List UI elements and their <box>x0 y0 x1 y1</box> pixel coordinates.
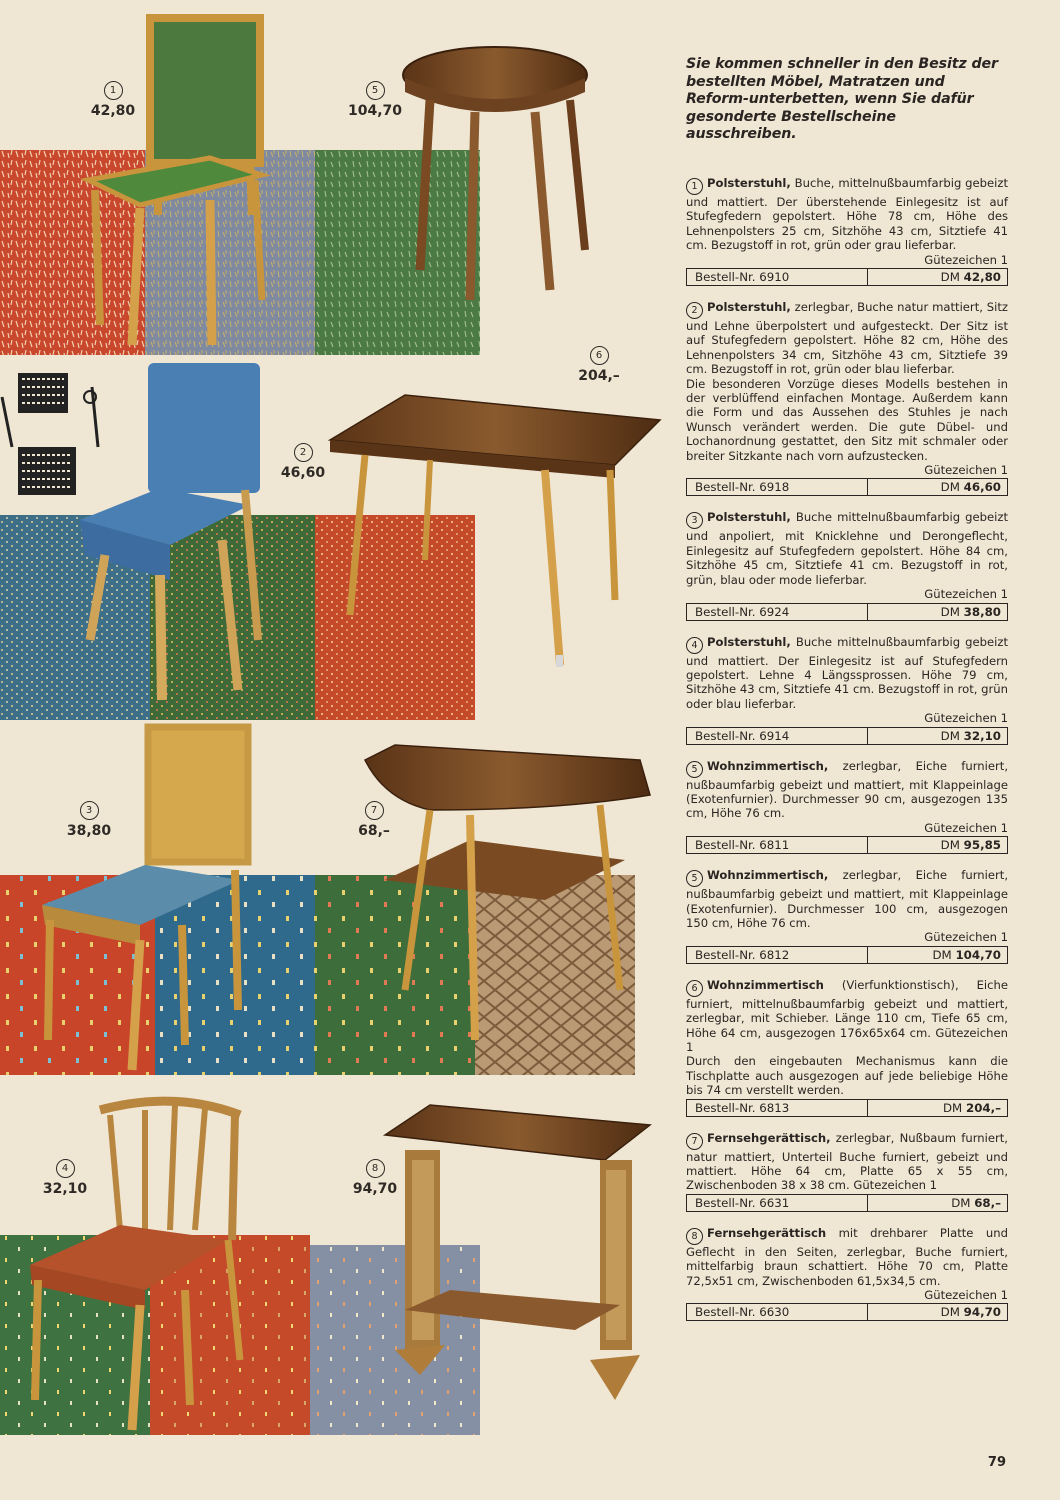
item-entry <box>686 759 1008 855</box>
order-box <box>686 268 1008 286</box>
order-box <box>686 1099 1008 1117</box>
order-price: DM 104,70 <box>932 947 1001 962</box>
order-price: DM 46,60 <box>940 480 1001 495</box>
quality-mark: Gütezeichen 1 <box>924 252 1008 267</box>
item-description: mit drehbarer Platte und Geflecht in den Seiten, zerlegbar, Buche furniert, mittelfarbig braun schattiert. Höhe 70 cm, Platte 72,5x51 cm, Zwischenboden 61,5x34,5 cm. <box>686 1225 1008 1288</box>
item-number: 4 <box>686 637 703 654</box>
quality-mark: Gütezeichen 1 <box>853 1178 938 1193</box>
order-box <box>686 836 1008 854</box>
item-entry <box>686 978 1008 1117</box>
order-number: Bestell-Nr. 6630 <box>687 1304 868 1320</box>
item-entry <box>686 1226 1008 1322</box>
price-tag-7: 7 68,– <box>354 801 394 839</box>
price-tag-3: 3 38,80 <box>64 801 114 839</box>
item-description: (Vierfunktionstisch), Eiche furniert, mittelnußbaumfarbig gebeizt und mattiert, zerlegbar, mit Schieber. Länge 110 cm, Tiefe 65 cm, Höhe 64 cm, ausgezogen 176x65x64 cm. Gütezeichen 1 <box>686 977 1008 1054</box>
order-number: Bestell-Nr. 6813 <box>687 1100 868 1116</box>
quality-mark: Gütezeichen 1 <box>924 463 1008 478</box>
order-number: Bestell-Nr. 6812 <box>687 947 868 963</box>
quality-mark: Gütezeichen 1 <box>924 587 1008 602</box>
order-price: DM 204,– <box>942 1100 1001 1115</box>
item-entry <box>686 300 1008 496</box>
order-box <box>686 946 1008 964</box>
intro-text: Sie kommen schneller in den Besitz der bestellten Möbel, Matratzen und Reform-unterbetten, wenn Sie dafür gesonderte Bestellscheine ausschreiben. <box>686 56 998 143</box>
item-entry <box>686 1131 1008 1212</box>
price-tag-5: 5 104,70 <box>345 81 405 119</box>
item-name: Fernsehgerättisch <box>707 1225 827 1240</box>
order-number: Bestell-Nr. 6924 <box>687 604 868 620</box>
item-name: Wohnzimmertisch, <box>707 868 829 883</box>
item-entry <box>686 176 1008 286</box>
item-number: 6 <box>686 980 703 997</box>
item-description: Buche mittelnußbaumfarbig gebeizt und anpoliert, mit Knicklehne und Derongeflecht, Einlegesitz auf Stufegfedern gepolstert. Höhe 84 cm, Sitzhöhe 45 cm, Sitztiefe 41 cm. Bezugstoff in rot, grün, blau oder mode lieferbar. <box>686 510 1008 587</box>
price-tag-1: 1 42,80 <box>88 81 138 119</box>
order-box <box>686 1303 1008 1321</box>
item-entry <box>686 635 1008 745</box>
order-price: DM 38,80 <box>940 604 1001 619</box>
item-description-extra: Durch den eingebauten Mechanismus kann die Tischplatte auch ausgezogen auf jede beliebige Höhe bis 74 cm verstellt werden. <box>686 1054 1008 1098</box>
price-tag-6: 6 204,– <box>574 346 624 384</box>
order-box <box>686 727 1008 745</box>
item-description: zerlegbar, Nußbaum furniert, natur mattiert, Unterteil Buche furniert, gebeizt und mattiert. Höhe 64 cm, Platte 65 x 55 cm, Zwischenboden 38 x 38 cm. <box>686 1130 1008 1193</box>
quality-mark: Gütezeichen 1 <box>924 711 1008 726</box>
order-number: Bestell-Nr. 6631 <box>687 1195 868 1211</box>
item-name: Wohnzimmertisch <box>707 977 824 992</box>
order-price: DM 95,85 <box>940 838 1001 853</box>
price-tag-4: 4 32,10 <box>40 1159 90 1197</box>
quality-mark: Gütezeichen 1 <box>924 930 1008 945</box>
item-name: Polsterstuhl, <box>707 300 791 314</box>
assembly-diagram <box>0 367 102 509</box>
page-number: 79 <box>987 1455 1006 1470</box>
order-number: Bestell-Nr. 6918 <box>687 479 868 495</box>
item-number: 5 <box>686 870 703 887</box>
quality-mark: Gütezeichen 1 <box>924 1288 1008 1303</box>
order-box <box>686 478 1008 496</box>
quality-mark: Gütezeichen 1 <box>924 820 1008 835</box>
order-price: DM 94,70 <box>940 1305 1001 1320</box>
order-number: Bestell-Nr. 6914 <box>687 728 868 744</box>
item-name: Wohnzimmertisch, <box>707 758 829 773</box>
item-name: Polsterstuhl, <box>707 510 791 525</box>
item-name: Polsterstuhl, <box>707 634 791 649</box>
order-price: DM 42,80 <box>940 270 1001 284</box>
item-description: Buche mittelnußbaumfarbig gebeizt und mattiert. Der Einlegesitz ist auf Stufegfedern gepolstert. Lehne 4 Längssprossen. Höhe 79 cm, Sitzhöhe 43 cm, Sitztiefe 41 cm. Bezugstoff in rot, grün oder blau lieferbar. <box>686 634 1008 711</box>
item-name: Polsterstuhl, <box>707 175 791 190</box>
price-tag-8: 8 94,70 <box>350 1159 400 1197</box>
order-price: DM 68,– <box>951 1195 1001 1210</box>
item-entry <box>686 510 1008 620</box>
item-number: 5 <box>686 761 703 778</box>
item-description: Buche, mittelnußbaumfarbig gebeizt und mattiert. Der überstehende Einlegesitz ist auf Stufegfedern gepolstert. Höhe 78 cm, Höhe des Lehnenpolsters 25 cm, Sitzhöhe 43 cm, Sitztiefe 41 cm. Bezugstoff in rot, grün oder grau lieferbar. <box>686 175 1008 253</box>
item-name: Fernsehgerättisch, <box>707 1130 831 1145</box>
item-number: 1 <box>686 178 703 195</box>
item-number: 7 <box>686 1133 703 1150</box>
order-box <box>686 603 1008 621</box>
item-entry <box>686 868 1008 964</box>
item-description: zerlegbar, Buche natur mattiert, Sitz und Lehne überpolstert und aufgesteckt. Der Sitz ist auf Stufegfedern gepolstert. Höhe 82 cm, Höhe des Lehnenpolsters 34 cm, Sitzhöhe 43 cm, Sitztiefe 39 cm. Bezugstoff in rot, grün oder blau lieferbar. <box>686 300 1008 377</box>
item-description-extra: Die besonderen Vorzüge dieses Modells bestehen in der verblüffend einfachen Montage. Außerdem kann die Form und das Aussehen des Stuhles je nach Wunsch verändert werden. Die gute Dübel- und Lochanordnung gestattet, den Sitz mit schmaler oder breiter Sitzkante nach vorn aufzustecken. <box>686 376 1008 463</box>
order-box <box>686 1194 1008 1212</box>
order-price: DM 32,10 <box>940 728 1001 743</box>
order-number: Bestell-Nr. 6910 <box>687 269 868 285</box>
table-8-illustration <box>385 1105 650 1400</box>
item-description: zerlegbar, Eiche furniert, nußbaumfarbig gebeizt und mattiert, mit Klappeinlage (Exotenfurnier). Durchmesser 100 cm, ausgezogen 150 cm, Höhe 76 cm. <box>686 868 1008 930</box>
item-description: zerlegbar, Eiche furniert, nußbaumfarbig gebeizt und mattiert, mit Klappeinlage (Exotenfurnier). Durchmesser 90 cm, ausgezogen 135 cm, Höhe 76 cm. <box>686 758 1008 821</box>
item-number: 3 <box>686 512 703 529</box>
description-column <box>686 56 1008 1335</box>
order-number: Bestell-Nr. 6811 <box>687 837 868 853</box>
item-number: 8 <box>686 1228 703 1245</box>
price-tag-2: 2 46,60 <box>278 443 328 481</box>
item-number: 2 <box>686 302 703 319</box>
